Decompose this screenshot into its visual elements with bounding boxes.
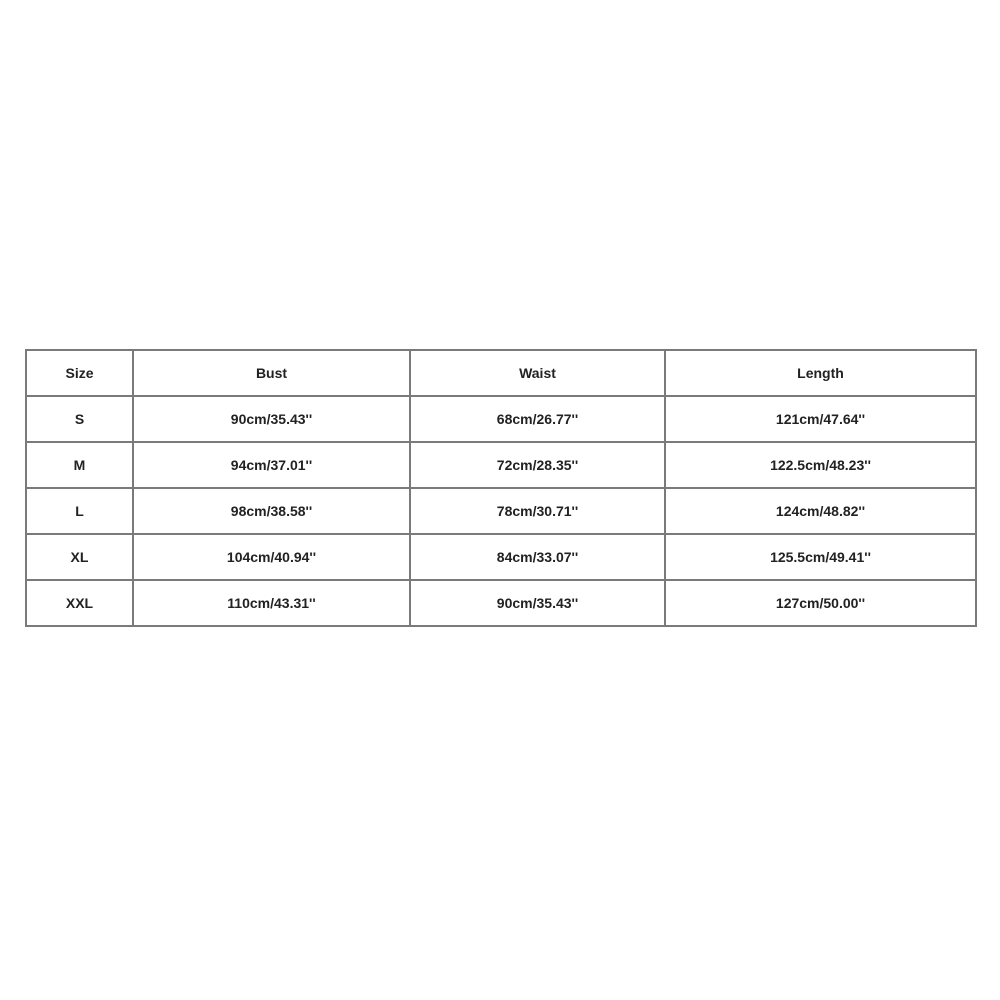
cell-size: M [26, 442, 133, 488]
cell-waist: 68cm/26.77'' [410, 396, 665, 442]
cell-length: 121cm/47.64'' [665, 396, 976, 442]
cell-waist: 84cm/33.07'' [410, 534, 665, 580]
header-bust: Bust [133, 350, 410, 396]
table-row [26, 396, 976, 442]
header-waist: Waist [410, 350, 665, 396]
cell-length: 127cm/50.00'' [665, 580, 976, 626]
cell-size: S [26, 396, 133, 442]
table-row [26, 442, 976, 488]
cell-waist: 90cm/35.43'' [410, 580, 665, 626]
cell-size: XXL [26, 580, 133, 626]
size-chart-table [25, 349, 977, 627]
cell-size: XL [26, 534, 133, 580]
cell-waist: 72cm/28.35'' [410, 442, 665, 488]
cell-bust: 104cm/40.94'' [133, 534, 410, 580]
table-row [26, 580, 976, 626]
cell-size: L [26, 488, 133, 534]
cell-length: 124cm/48.82'' [665, 488, 976, 534]
cell-bust: 110cm/43.31'' [133, 580, 410, 626]
cell-waist: 78cm/30.71'' [410, 488, 665, 534]
table-row [26, 534, 976, 580]
cell-bust: 90cm/35.43'' [133, 396, 410, 442]
cell-bust: 94cm/37.01'' [133, 442, 410, 488]
cell-bust: 98cm/38.58'' [133, 488, 410, 534]
header-length: Length [665, 350, 976, 396]
cell-length: 125.5cm/49.41'' [665, 534, 976, 580]
header-size: Size [26, 350, 133, 396]
cell-length: 122.5cm/48.23'' [665, 442, 976, 488]
table-header-row [26, 350, 976, 396]
table-row [26, 488, 976, 534]
